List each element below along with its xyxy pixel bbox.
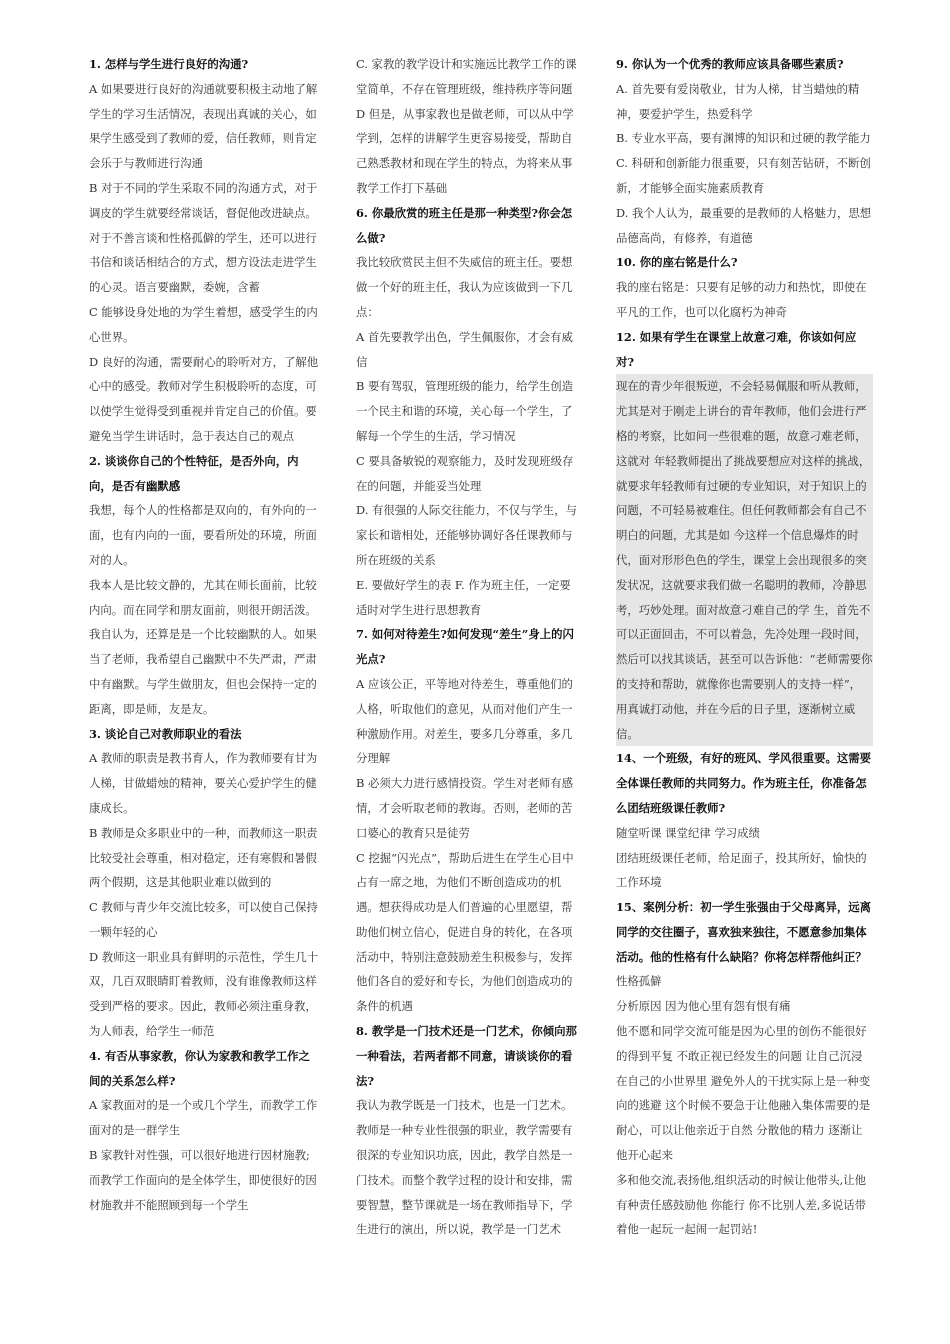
answer-paragraph: D 教师这一职业具有鲜明的示范性，学生几十双，几百双眼睛盯着教师，没有谁像教师这样受到严格的要求。因此，教师必须注重身教，为人师表，给学生一师范 bbox=[89, 949, 319, 1039]
answer-paragraph: B. 专业水平高，要有渊博的知识和过硬的教学能力 bbox=[616, 131, 871, 146]
answer-paragraph: A 家教面对的是一个或几个学生，而教学工作面对的是一群学生 bbox=[89, 1098, 318, 1138]
question-heading: 4. 有否从事家教，你认为家教和教学工作之间的关系怎么样? bbox=[89, 1048, 310, 1088]
answer-paragraph: B 要有驾驭，管理班级的能力，给学生创造一个民主和谐的环境，关心每一个学生，了解每一个学生的生活，学习情况 bbox=[356, 379, 574, 443]
question-heading: 9. 你认为一个优秀的教师应该具备哪些素质? bbox=[616, 57, 844, 71]
column-3-top bbox=[616, 52, 873, 374]
answer-paragraph: 我本人是比较文静的，尤其在师长面前，比较内向。而在同学和朋友面前，则很开朗活泼。我自认为，还算是是一个比较幽默的人。如果当了老师，我希望自己幽默中不失严肃，严肃中有幽默。与学生做朋友，但也会保持一定的距离，即是师，友是友。 bbox=[89, 577, 317, 716]
question-heading: 15、案例分析：初一学生张强由于父母离异，远离同学的交往圈子，喜欢独来独往，不愿意参加集体活动。他的性格有什么缺陷？你将怎样帮他纠正？ bbox=[616, 900, 872, 964]
answer-paragraph: D 良好的沟通，需要耐心的聆听对方，了解他心中的感受。教师对学生积极聆听的态度，可以使学生觉得受到重视并肯定自己的价值。要避免当学生讲话时，急于表达自己的观点 bbox=[89, 354, 319, 443]
answer-paragraph: A 应该公正，平等地对待差生，尊重他们的人格，听取他们的意见，从而对他们产生一种激励作用。对差生，要多几分尊重，多几分理解 bbox=[356, 676, 573, 766]
highlighted-answer-12 bbox=[616, 374, 873, 746]
answer-paragraph: B 对于不同的学生采取不同的沟通方式，对于调皮的学生就要经常谈话，督促他改进缺点。对于不善言谈和性格孤僻的学生，还可以进行书信和谈话相结合的方式，想方设法走进学生的心灵。语言要幽默，委婉，含蓄 bbox=[89, 180, 318, 295]
question-heading: 1. 怎样与学生进行良好的沟通? bbox=[89, 57, 249, 71]
answer-paragraph: 随堂听课 课堂纪律 学习成绩 bbox=[616, 825, 760, 840]
answer-paragraph: C 教师与青少年交流比较多，可以使自己保持一颗年轻的心 bbox=[89, 900, 318, 939]
column-3-bottom bbox=[616, 746, 873, 1242]
answer-paragraph: 我认为教学既是一门技术，也是一门艺术。教师是一种专业性很强的职业，教学需要有很深的专业知识功底，因此，教学自然是一门技术。而整个教学过程的设计和安排，需要智慧，整节课就是一场在教师指导下，学生进行的演出，所以说，教学是一门艺术 bbox=[356, 1098, 573, 1237]
answer-paragraph: 他不愿和同学交流可能是因为心里的创伤不能很好的得到平复 不敢正视已经发生的问题 让自己沉浸在自己的小世界里 避免外人的干扰实际上是一种变向的逃避 这个时候不要急于让他融入集体需要的是耐心，可以让他亲近于自然 分散他的精力 逐渐让他开心起来 bbox=[616, 1024, 871, 1163]
answer-paragraph: E. 要做好学生的表 F. 作为班主任，一定要适时对学生进行思想教育 bbox=[356, 577, 571, 617]
answer-paragraph: C 能够设身处地的为学生着想，感受学生的内心世界。 bbox=[89, 304, 318, 344]
answer-paragraph: B 必须大力进行感情投资。学生对老师有感情，才会听取老师的教诲。否则，老师的苦口婆心的教育只是徒劳 bbox=[356, 776, 574, 840]
question-heading: 12. 如果有学生在课堂上故意刁难，你该如何应对? bbox=[616, 329, 857, 369]
column-3 bbox=[616, 52, 873, 1242]
answer-paragraph: B 教师是众多职业中的一种，而教师这一职责比较受社会尊重，相对稳定，还有寒假和暑假两个假期，这是其他职业难以做到的 bbox=[89, 825, 318, 890]
answer-paragraph: D. 有很强的人际交往能力，不仅与学生，与家长和谐相处，还能够协调好各任课教师与所在班级的关系 bbox=[356, 503, 578, 567]
answer-paragraph: 我比较欣赏民主但不失威信的班主任。要想做一个好的班主任，我认为应该做到一下几点： bbox=[356, 255, 573, 319]
answer-paragraph: C 要具备敏锐的观察能力，及时发现班级存在的问题，并能妥当处理 bbox=[356, 453, 574, 493]
answer-paragraph: 性格孤僻 bbox=[616, 974, 662, 989]
answer-paragraph: C. 家教的教学设计和实施远比教学工作的课堂简单，不存在管理班级，维持秩序等问题 bbox=[356, 57, 577, 96]
column-1 bbox=[89, 52, 321, 1217]
answer-paragraph: C. 科研和创新能力很重要，只有刻苦钻研，不断创新，才能够全面实施素质教育 bbox=[616, 156, 871, 195]
question-heading: 7. 如何对待差生?如何发现“差生”身上的闪光点? bbox=[356, 627, 574, 667]
question-heading: 10. 你的座右铭是什么? bbox=[616, 255, 738, 270]
answer-paragraph: B 家教针对性强，可以很好地进行因材施教;而教学工作面向的是全体学生，即使很好的因材施教并不能照顾到每一个学生 bbox=[89, 1148, 317, 1212]
question-heading: 2. 谈谈你自己的个性特征，是否外向，内向，是否有幽默感 bbox=[89, 453, 299, 493]
answer-paragraph: A. 首先要有爱岗敬业，甘为人梯，甘当蜡烛的精神，要爱护学生，热爱科学 bbox=[616, 81, 860, 121]
question-heading: 8. 教学是一门技术还是一门艺术，你倾向那一种看法，若两者都不同意，请谈谈你的看法? bbox=[356, 1024, 577, 1088]
answer-paragraph: 多和他交流,表扬他,组织活动的时候让他带头,让他有种责任感鼓励他 你能行 你不比别人差,多说话带着他一起玩一起闹一起罚站! bbox=[616, 1172, 867, 1237]
answer-paragraph: A 如果要进行良好的沟通就要积极主动地了解学生的学习生活情况，表现出真诚的关心，如果学生感受到了教师的爱，信任教师，则肯定会乐于与教师进行沟通 bbox=[89, 81, 318, 171]
answer-paragraph: D 但是，从事家教也是做老师，可以从中学学到，怎样的讲解学生更容易接受，帮助自己熟悉教材和现在学生的特点，为将来从事教学工作打下基础 bbox=[356, 106, 574, 195]
question-heading: 14、一个班级，有好的班风、学风很重要。这需要全体课任教师的共同努力。作为班主任，你准备怎么团结班级课任教师? bbox=[616, 751, 872, 815]
answer-paragraph: 分析原因 因为他心里有怨有恨有痛 bbox=[616, 999, 791, 1014]
column-2 bbox=[356, 52, 578, 1242]
answer-paragraph: 团结班级课任老师，给足面子，投其所好，愉快的工作环境 bbox=[616, 850, 867, 890]
question-heading: 3. 谈论自己对教师职业的看法 bbox=[89, 726, 242, 741]
answer-paragraph: 我的座右铭是：只要有足够的动力和热忱，即使在平凡的工作，也可以化腐朽为神奇 bbox=[616, 280, 867, 319]
answer-paragraph: A 首先要教学出色，学生佩服你，才会有威信 bbox=[356, 329, 573, 369]
answer-paragraph: D. 我个人认为，最重要的是教师的人格魅力，思想品德高尚，有修养，有道德 bbox=[616, 205, 872, 245]
question-heading: 6. 你最欣赏的班主任是那一种类型?你会怎么做? bbox=[356, 205, 573, 245]
answer-paragraph: 现在的青少年很叛逆，不会轻易佩服和听从教师，尤其是对于刚走上讲台的青年教师，他们会进行严格的考察，比如问一些很难的题，故意刁难老师，这就对 年轻教师提出了挑战要想应对这样的挑战，就要求年轻教师有过硬的专业知识，对于知识上的问题，不可轻易被难住。但任何教师都会有自己不明白的问题，尤其是如 今这样一个信息爆炸的时代，面对形形色色的学生，课堂上会出现很多的突发状况，这就要求我们做一名聪明的教师，冷静思考，巧妙处理。面对故意刁难自己的学 生，首先不可以正面回击，不可以着急，先冷处理一段时间，然后可以找其谈话，甚至可以告诉他：“老师需要你的支持和帮助，就像你也需要别人的支持一样”， 用真诚打动他，并在今后的日子里，逐渐树立威信。 bbox=[616, 379, 873, 741]
answer-paragraph: C 挖掘“闪光点”，帮助后进生在学生心目中占有一席之地，为他们不断创造成功的机遇。想获得成功是人们普遍的心里愿望，帮助他们树立信心，促进自身的转化，在各项活动中，特别注意鼓励差生积极参与，发挥他们各自的爱好和专长，为他们创造成功的条件的机遇 bbox=[356, 850, 574, 1014]
answer-paragraph: 我想，每个人的性格都是双向的，有外向的一面，也有内向的一面，要看所处的环境，所面对的人。 bbox=[89, 503, 317, 567]
answer-paragraph: A 教师的职责是教书育人，作为教师要有甘为人梯，甘做蜡烛的精神，要关心爱护学生的健康成长。 bbox=[89, 751, 318, 815]
